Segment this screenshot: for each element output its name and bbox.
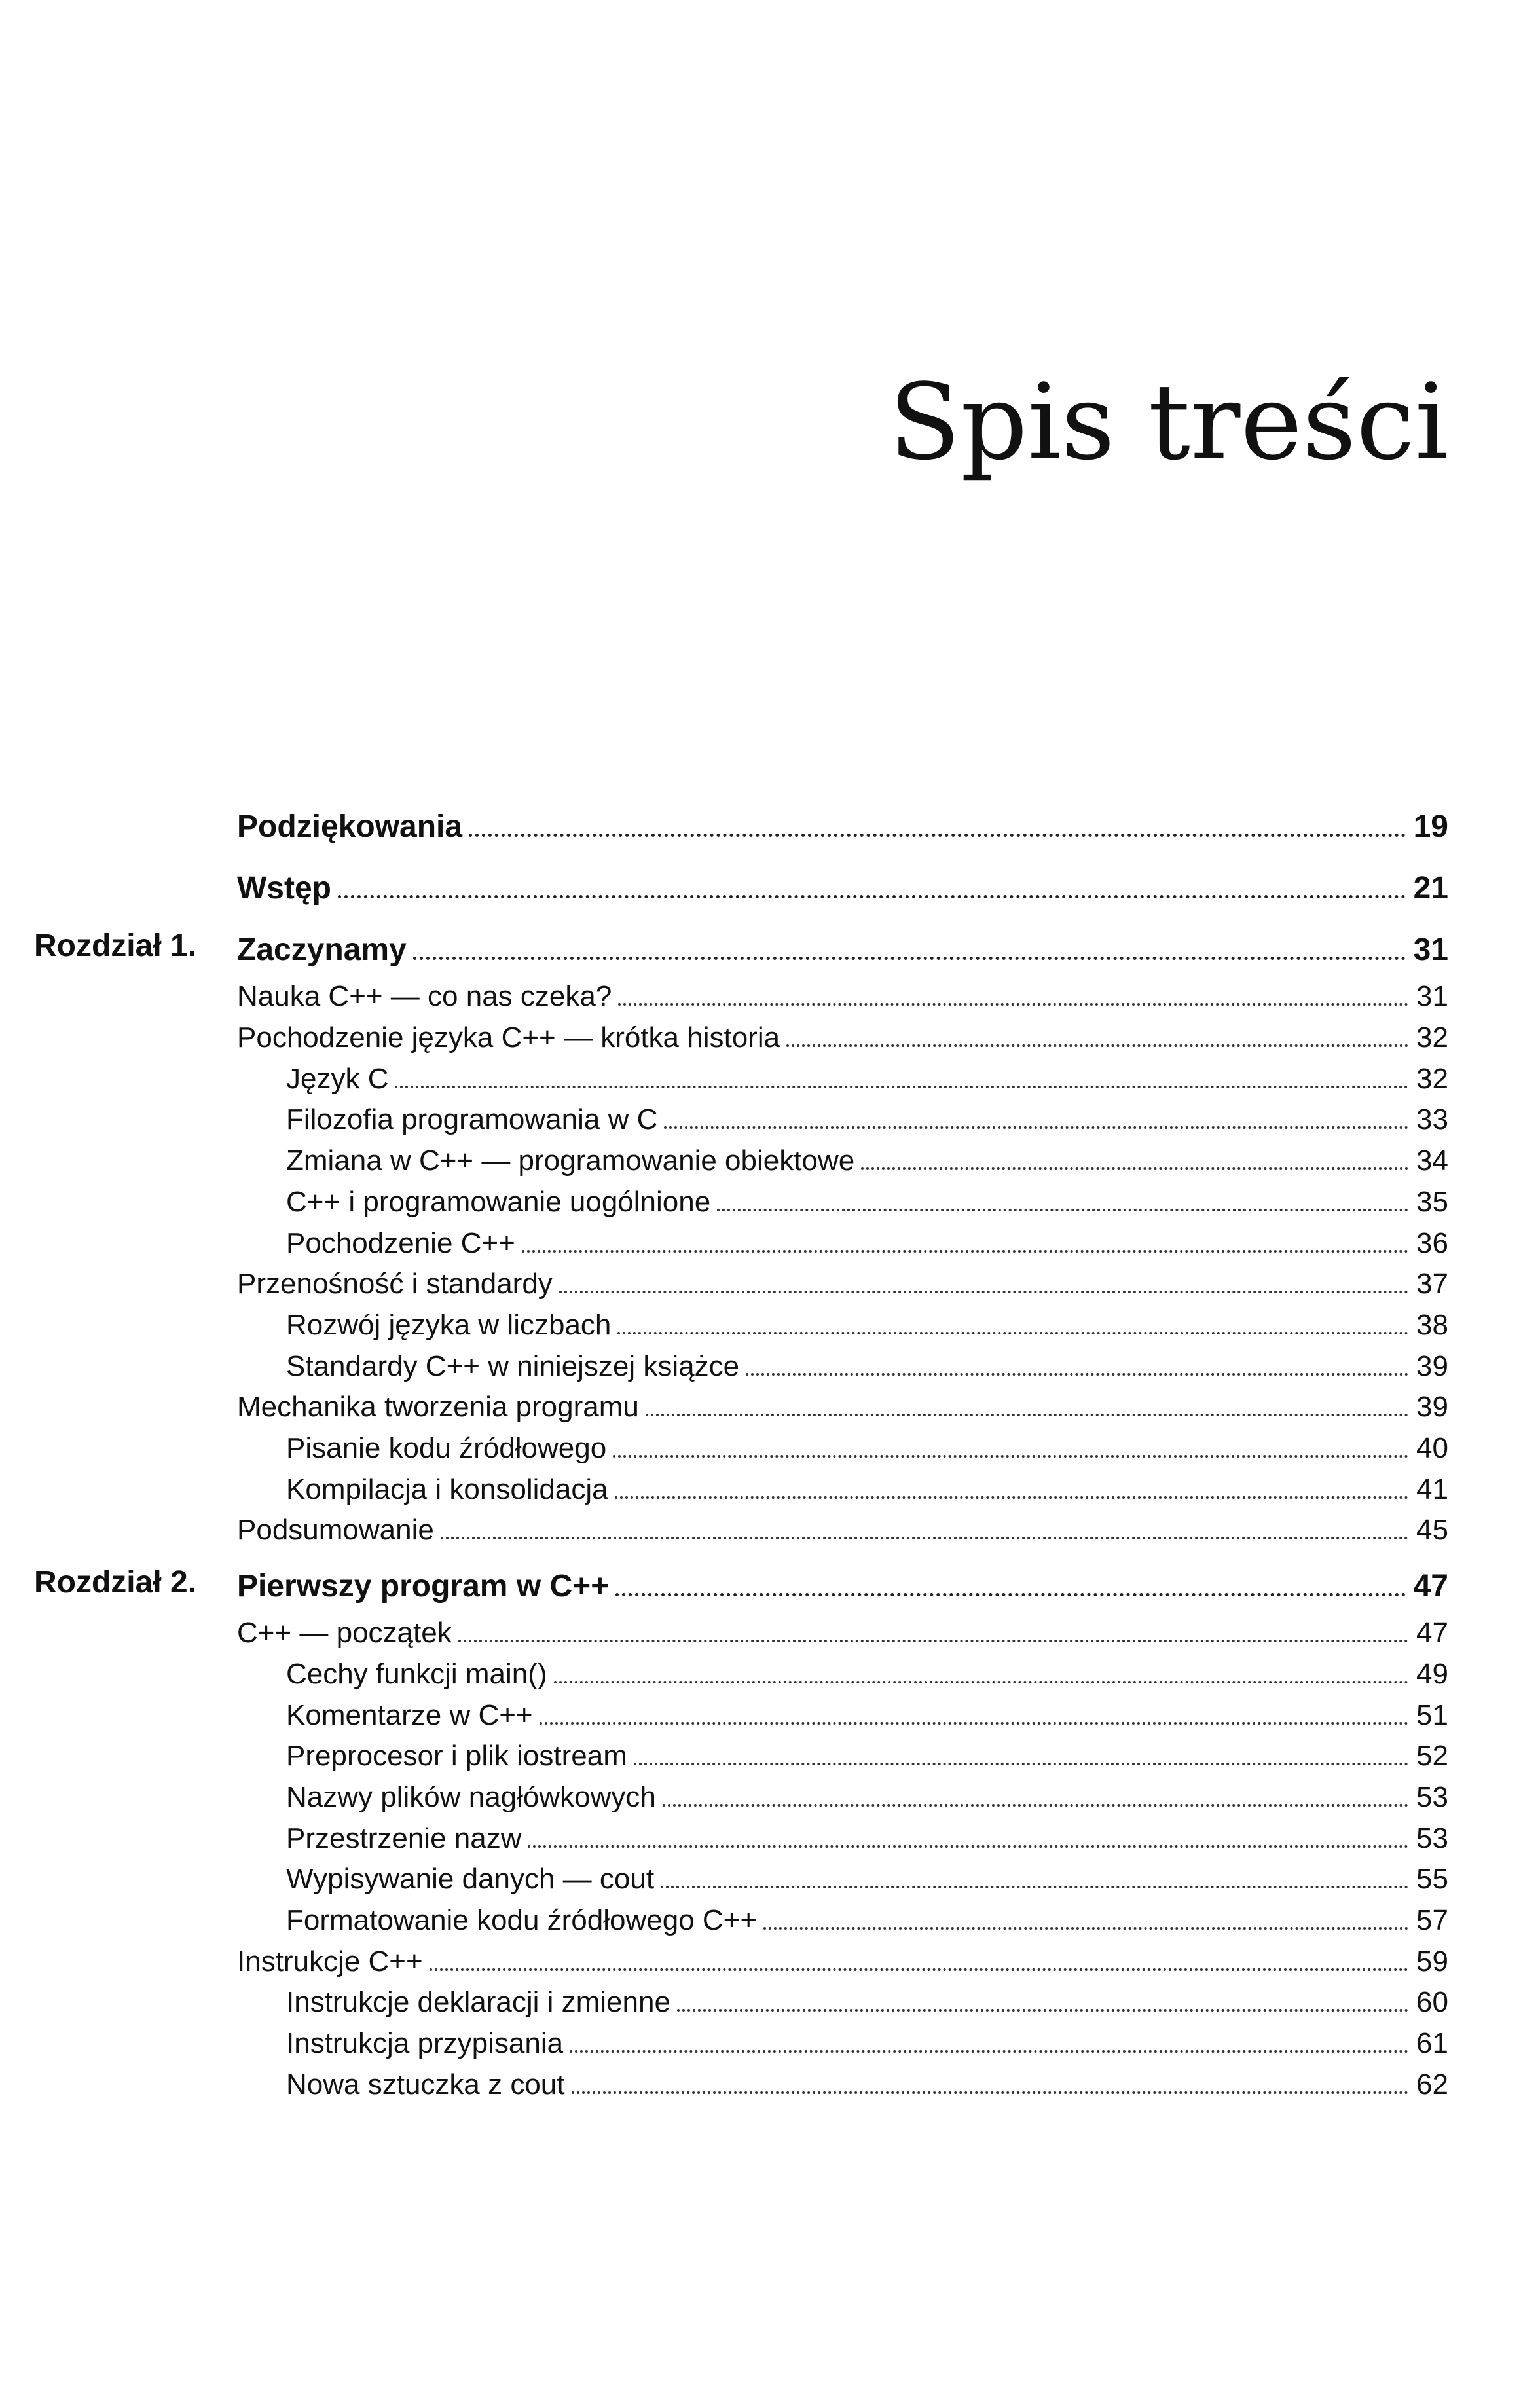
dot-leader: [717, 1209, 1408, 1211]
toc-entry[interactable]: [0, 1897, 1448, 1938]
toc-entry-title: Przenośność i standardy: [237, 1268, 553, 1300]
dot-leader: [613, 1455, 1408, 1458]
toc-entry[interactable]: [0, 1507, 1448, 1547]
toc-entry[interactable]: [0, 1774, 1448, 1814]
toc-entry-title: Standardy C++ w niniejszej książce: [286, 1350, 740, 1382]
toc-entry-title: Przestrzenie nazw: [286, 1822, 522, 1854]
toc-page-number: 51: [1416, 1699, 1448, 1731]
toc-entry[interactable]: [0, 1651, 1448, 1691]
toc-entry[interactable]: [0, 1302, 1448, 1342]
dot-leader: [570, 2050, 1408, 2053]
toc-entry[interactable]: [0, 1815, 1448, 1856]
toc-page-number: 31: [1413, 932, 1448, 967]
toc-entry[interactable]: [0, 2061, 1448, 2102]
toc-entry[interactable]: [0, 1220, 1448, 1260]
toc-page-number: 47: [1413, 1569, 1448, 1604]
toc-entry-title: Mechanika tworzenia programu: [237, 1391, 639, 1423]
toc-entry[interactable]: [0, 1466, 1448, 1507]
toc-page-number: 36: [1416, 1227, 1448, 1259]
toc-entry-title: Formatowanie kodu źródłowego C++: [286, 1904, 758, 1936]
toc-page-number: 60: [1416, 1986, 1448, 2018]
toc-entry[interactable]: [0, 1096, 1448, 1137]
toc-entry-title: Nazwy plików nagłówkowych: [286, 1781, 656, 1813]
toc-entry-title: Rozwój języka w liczbach: [286, 1309, 612, 1341]
toc-entry-title: Zmiana w C++ — programowanie obiektowe: [286, 1145, 855, 1177]
dot-leader: [522, 1250, 1408, 1253]
toc-entry[interactable]: [0, 1856, 1448, 1896]
dot-leader: [528, 1845, 1408, 1848]
toc-entry-title: Instrukcje deklaracji i zmienne: [286, 1986, 670, 2018]
dot-leader: [559, 1291, 1408, 1293]
toc-entry-title: Język C: [286, 1063, 389, 1095]
dot-leader: [338, 895, 1406, 898]
toc-entry[interactable]: [0, 866, 1448, 906]
dot-leader: [458, 1640, 1408, 1642]
chapter-label: Rozdział 2.: [34, 1565, 197, 1600]
toc-page-number: 33: [1416, 1103, 1448, 1135]
toc-entry[interactable]: [0, 1179, 1448, 1219]
toc-page-number: 41: [1416, 1473, 1448, 1505]
toc-entry[interactable]: [0, 1137, 1448, 1178]
toc-entry[interactable]: [0, 1692, 1448, 1733]
toc-page-number: 35: [1416, 1186, 1448, 1218]
toc-entry-title: Cechy funkcji main(): [286, 1658, 547, 1690]
toc-entry[interactable]: [0, 973, 1448, 1014]
dot-leader: [617, 1332, 1408, 1334]
toc-entry[interactable]: [0, 1733, 1448, 1773]
toc-entry-title: Filozofia programowania w C: [286, 1103, 658, 1135]
toc-entry-title: Kompilacja i konsolidacja: [286, 1473, 608, 1505]
chapter-label: Rozdział 1.: [34, 928, 197, 963]
toc-page-number: 32: [1416, 1063, 1448, 1095]
toc-entry[interactable]: [0, 1938, 1448, 1979]
dot-leader: [634, 1763, 1408, 1765]
dot-leader: [786, 1044, 1408, 1047]
dot-leader: [413, 957, 1406, 960]
toc-entry[interactable]: [0, 804, 1448, 845]
toc-entry-title: Preprocesor i plik iostream: [286, 1740, 627, 1772]
dot-leader: [763, 1927, 1408, 1930]
dot-leader: [540, 1722, 1408, 1725]
dot-leader: [430, 1968, 1408, 1971]
dot-leader: [395, 1086, 1408, 1088]
toc-entry[interactable]: [0, 1014, 1448, 1055]
toc-entry-title: Pochodzenie C++: [286, 1227, 515, 1259]
dot-leader: [618, 1003, 1408, 1006]
toc-page-number: 52: [1416, 1740, 1448, 1772]
toc-entry[interactable]: [0, 1343, 1448, 1384]
toc-page-number: 55: [1416, 1863, 1448, 1895]
toc-entry-title: Zaczynamy: [237, 932, 407, 967]
toc-entry[interactable]: [0, 1979, 1448, 2019]
toc-entry-title: Pisanie kodu źródłowego: [286, 1432, 607, 1464]
toc-entry[interactable]: [0, 1384, 1448, 1424]
toc-page-number: 39: [1416, 1391, 1448, 1423]
dot-leader: [746, 1373, 1408, 1376]
toc-page-number: 61: [1416, 2027, 1448, 2059]
dot-leader: [861, 1167, 1408, 1170]
toc-page-number: 59: [1416, 1945, 1448, 1977]
dot-leader: [615, 1593, 1405, 1596]
toc-entry-title: Nowa sztuczka z cout: [286, 2068, 565, 2101]
toc-entry-title: Wypisywanie danych — cout: [286, 1863, 655, 1895]
dot-leader: [615, 1496, 1408, 1499]
toc-entry[interactable]: [0, 1425, 1448, 1465]
toc-entry[interactable]: [0, 2020, 1448, 2061]
toc-entry[interactable]: [0, 1260, 1448, 1301]
toc-page-number: 38: [1416, 1309, 1448, 1341]
page-title: Spis treści: [889, 361, 1448, 483]
toc-entry-title: Podziękowania: [237, 809, 463, 844]
toc-page-number: 21: [1413, 871, 1448, 906]
toc-entry[interactable]: [0, 1609, 1448, 1650]
toc-entry[interactable]: [0, 1056, 1448, 1096]
toc-entry-title: Instrukcja przypisania: [286, 2027, 564, 2059]
toc-page-number: 39: [1416, 1350, 1448, 1382]
toc-page-number: 47: [1416, 1617, 1448, 1649]
dot-leader: [664, 1126, 1408, 1129]
dot-leader: [661, 1886, 1408, 1888]
toc-entry-title: Wstęp: [237, 871, 331, 906]
dot-leader: [572, 2091, 1409, 2094]
toc-page-number: 53: [1416, 1822, 1448, 1854]
dot-leader: [646, 1414, 1408, 1416]
toc-entry-title: C++ — początek: [237, 1617, 452, 1649]
toc-page-number: 45: [1416, 1514, 1448, 1546]
toc-entry-title: C++ i programowanie uogólnione: [286, 1186, 711, 1218]
toc-entry-title: Podsumowanie: [237, 1514, 434, 1546]
toc-chapter-entry[interactable]: [0, 927, 1448, 968]
toc-entry-title: Pochodzenie języka C++ — krótka historia: [237, 1021, 780, 1054]
dot-leader: [441, 1537, 1408, 1539]
toc-page-number: 31: [1416, 980, 1448, 1012]
toc-page-number: 40: [1416, 1432, 1448, 1464]
toc-entry-title: Komentarze w C++: [286, 1699, 533, 1731]
toc-entry-title: Instrukcje C++: [237, 1945, 423, 1977]
toc-page-number: 62: [1416, 2068, 1448, 2101]
toc-entry-title: Nauka C++ — co nas czeka?: [237, 980, 612, 1012]
toc-page-number: 57: [1416, 1904, 1448, 1936]
dot-leader: [469, 834, 1406, 837]
dot-leader: [554, 1681, 1408, 1683]
toc-entry-title: Pierwszy program w C++: [237, 1569, 610, 1604]
toc-page-number: 37: [1416, 1268, 1448, 1300]
toc-page-number: 53: [1416, 1781, 1448, 1813]
toc-page-number: 19: [1413, 809, 1448, 844]
toc-chapter-entry[interactable]: [0, 1564, 1448, 1604]
toc-page-number: 32: [1416, 1021, 1448, 1054]
toc-page-number: 49: [1416, 1658, 1448, 1690]
dot-leader: [677, 2009, 1408, 2012]
dot-leader: [663, 1804, 1408, 1807]
toc-page-number: 34: [1416, 1145, 1448, 1177]
